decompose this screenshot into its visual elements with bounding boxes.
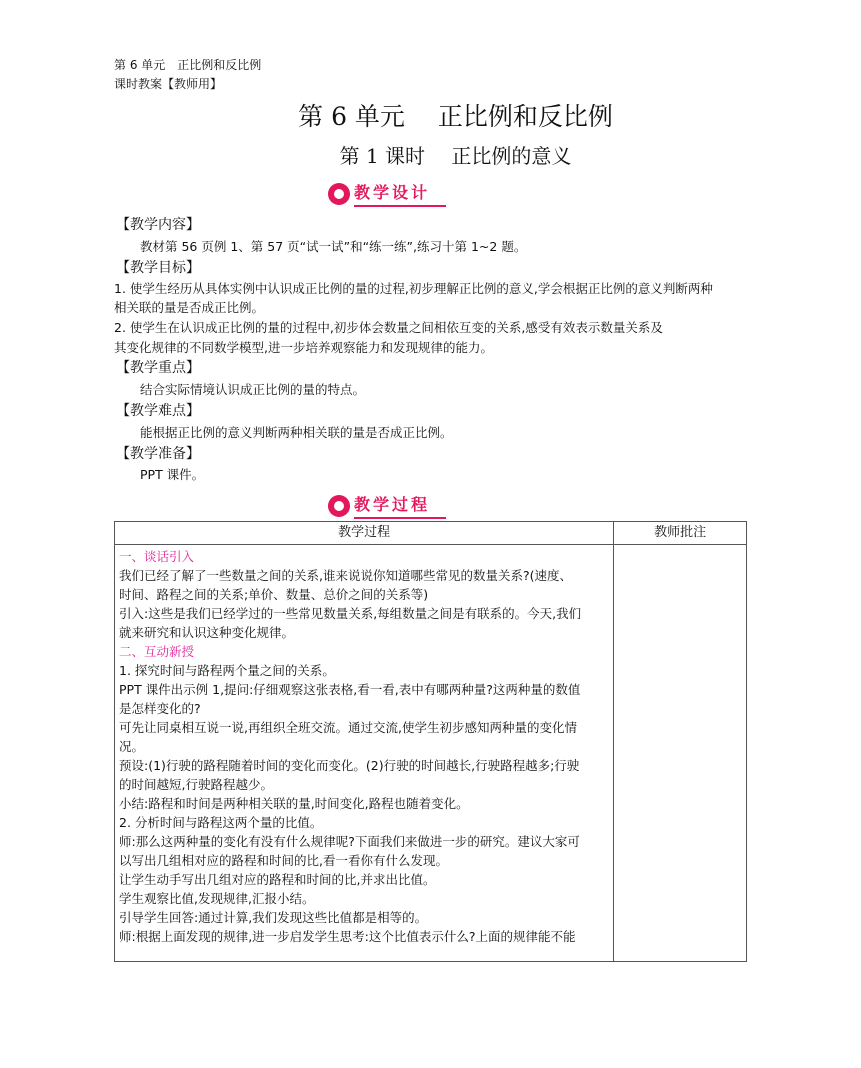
banner-label: 教学过程 (354, 495, 431, 514)
running-header-unit: 第 6 单元 正比例和反比例 (114, 58, 262, 72)
process-line: 师:根据上面发现的规律,进一步启发学生思考:这个比值表示什么?上面的规律能不能 (119, 929, 576, 944)
process-line: 的时间越短,行驶路程越少。 (119, 777, 273, 792)
process-line: 是怎样变化的? (119, 701, 201, 716)
process-line: 2. 分析时间与路程这两个量的比值。 (119, 815, 323, 830)
process-cell (115, 545, 614, 962)
page-subtitle: 第 1 课时 正比例的意义 (339, 144, 572, 168)
column-header-process: 教学过程 (115, 522, 614, 545)
process-line: 引导学生回答:通过计算,我们发现这些比值都是相等的。 (119, 910, 428, 925)
banner-underline (354, 205, 446, 207)
notes-cell (614, 545, 747, 962)
process-line: 可先让同桌相互说一说,再组织全班交流。通过交流,使学生初步感知两种量的变化情 (119, 720, 577, 735)
process-line: 让学生动手写出几组对应的路程和时间的比,并求出比值。 (119, 872, 436, 887)
process-line: 我们已经了解了一些数量之间的关系,谁来说说你知道哪些常见的数量关系?(速度、 (119, 568, 572, 583)
teaching-process-table (114, 521, 747, 962)
heading-key-points: 【教学重点】 (116, 360, 200, 376)
process-line: 学生观察比值,发现规律,汇报小结。 (119, 891, 315, 906)
column-header-notes: 教师批注 (614, 522, 747, 545)
section-banner-process (328, 494, 446, 520)
process-section-heading: 二、互动新授 (119, 644, 195, 659)
heading-preparation: 【教学准备】 (116, 446, 200, 462)
running-header-type: 课时教案【教师用】 (114, 77, 223, 91)
heading-difficulties: 【教学难点】 (116, 403, 200, 419)
process-section-heading: 一、谈话引入 (119, 549, 195, 564)
banner-label: 教学设计 (354, 183, 431, 202)
process-line: 况。 (119, 739, 145, 754)
process-line: 师:那么这两种量的变化有没有什么规律呢?下面我们来做进一步的研究。建议大家可 (119, 834, 580, 849)
key-points-text: 结合实际情境认识成正比例的量的特点。 (140, 382, 366, 397)
banner-logo-icon (328, 183, 350, 205)
heading-goals: 【教学目标】 (116, 260, 200, 276)
process-line: PPT 课件出示例 1,提问:仔细观察这张表格,看一看,表中有哪两种量?这两种量的数值 (119, 682, 581, 697)
preparation-text: PPT 课件。 (140, 467, 205, 482)
banner-underline (354, 517, 446, 519)
content-text: 教材第 56 页例 1、第 57 页“试一试”和“练一练”,练习十第 1~2 题。 (140, 239, 527, 254)
process-line: 就来研究和认识这种变化规律。 (119, 625, 295, 640)
difficulties-text: 能根据正比例的意义判断两种相关联的量是否成正比例。 (140, 425, 453, 440)
banner-logo-icon (328, 495, 350, 517)
goals-line-1: 1. 使学生经历从具体实例中认识成正比例的量的过程,初步理解正比例的意义,学会根据正比例的意义判断两种 (114, 281, 713, 296)
process-line: 以写出几组相对应的路程和时间的比,看一看你有什么发现。 (119, 853, 448, 868)
process-line: 时间、路程之间的关系;单价、数量、总价之间的关系等) (119, 587, 429, 602)
goals-line-2: 相关联的量是否成正比例。 (114, 300, 265, 315)
goals-line-3: 2. 使学生在认识成正比例的量的过程中,初步体会数量之间相依互变的关系,感受有效表示数量关系及 (114, 320, 663, 335)
goals-line-4: 其变化规律的不同数学模型,进一步培养观察能力和发现规律的能力。 (114, 340, 493, 355)
process-line: 1. 探究时间与路程两个量之间的关系。 (119, 663, 335, 678)
page-title: 第 6 单元 正比例和反比例 (298, 102, 613, 131)
process-line: 小结:路程和时间是两种相关联的量,时间变化,路程也随着变化。 (119, 796, 469, 811)
process-line: 引入:这些是我们已经学过的一些常见数量关系,每组数量之间是有联系的。今天,我们 (119, 606, 582, 621)
heading-content: 【教学内容】 (116, 217, 200, 233)
section-banner-design (328, 182, 446, 208)
process-line: 预设:(1)行驶的路程随着时间的变化而变化。(2)行驶的时间越长,行驶路程越多;行驶 (119, 758, 580, 773)
